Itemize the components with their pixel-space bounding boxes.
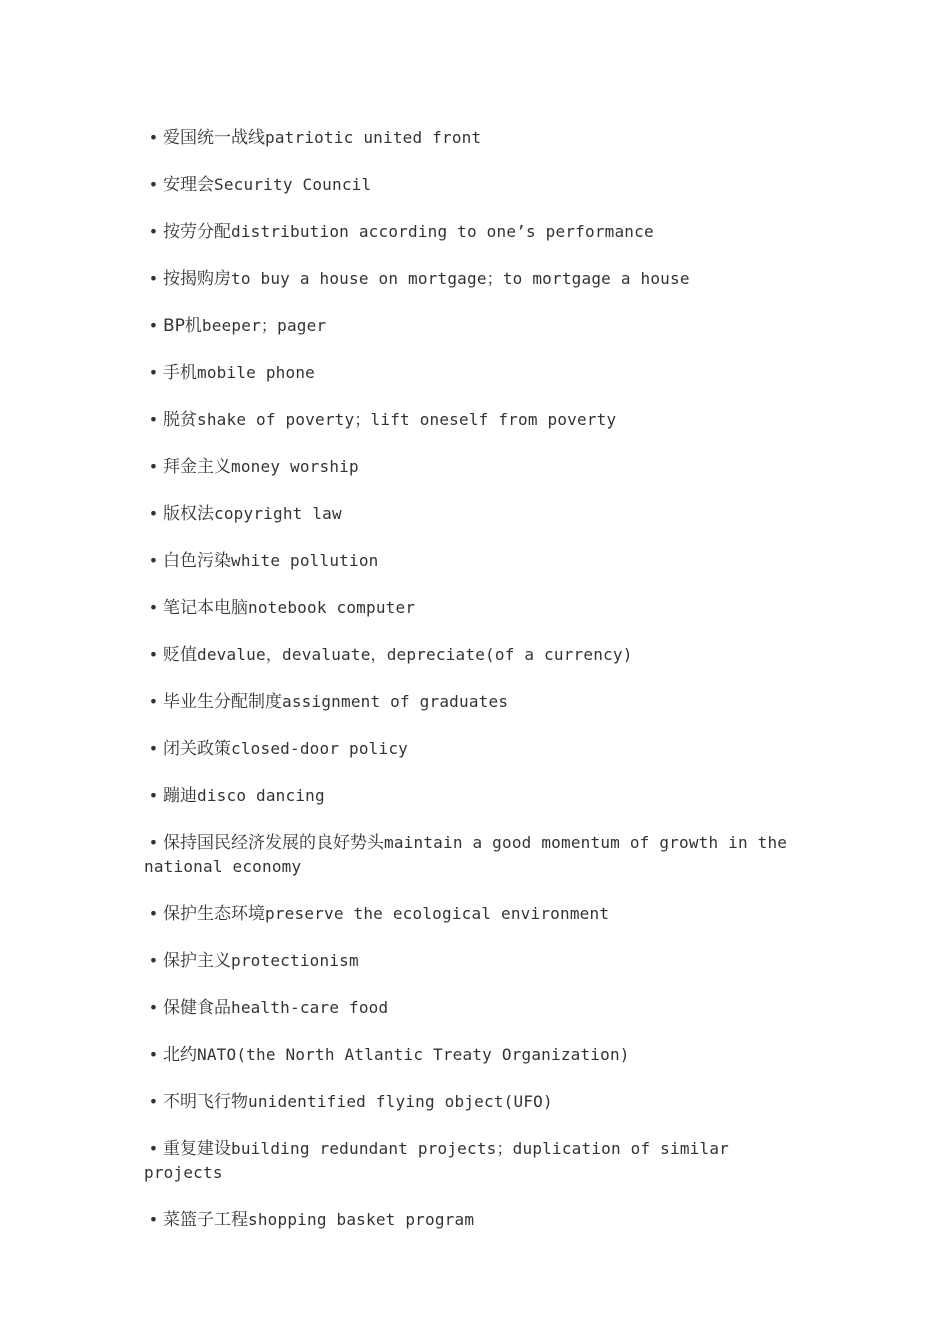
bullet: • [148,410,159,429]
list-item [144,1090,804,1114]
bullet: • [148,128,159,147]
chinese-term: 拜金主义 [163,457,231,477]
chinese-term: 毕业生分配制度 [163,692,282,712]
english-translation: notebook computer [248,598,416,617]
list-item [144,902,804,926]
bullet: • [148,998,159,1017]
chinese-term: 脱贫 [163,410,197,430]
bullet: • [148,598,159,617]
english-translation: distribution according to one’s performance [231,222,654,241]
chinese-term: 手机 [163,363,197,383]
list-item [144,267,804,291]
list-item [144,126,804,150]
english-translation: beeper；pager [201,316,327,335]
list-item [144,361,804,385]
bullet: • [148,504,159,523]
english-translation: Security Council [214,175,372,194]
glossary-page [144,126,804,1255]
chinese-term: 北约 [163,1045,197,1065]
bullet: • [148,363,159,382]
list-item [144,502,804,526]
english-translation: patriotic united front [265,128,482,147]
list-item [144,690,804,714]
list-item [144,408,804,432]
chinese-term: 保护主义 [163,951,231,971]
list-item [144,1137,804,1185]
list-item [144,737,804,761]
chinese-term: 贬值 [163,645,197,665]
english-translation: devalue，devaluate，depreciate(of a currency) [197,645,633,664]
english-translation: money worship [231,457,359,476]
chinese-term: 按劳分配 [163,222,231,242]
bullet: • [148,1139,159,1158]
list-item [144,1043,804,1067]
english-translation: preserve the ecological environment [265,904,610,923]
chinese-term: 菜篮子工程 [163,1210,248,1230]
chinese-term: 按揭购房 [163,269,231,289]
chinese-term: 蹦迪 [163,786,197,806]
bullet: • [148,904,159,923]
english-translation: protectionism [231,951,359,970]
english-translation: shopping basket program [248,1210,475,1229]
list-item [144,784,804,808]
bullet: • [148,692,159,711]
chinese-term: 笔记本电脑 [163,598,248,618]
chinese-term: BP机 [163,316,202,336]
english-translation: shake of poverty；lift oneself from poverty [197,410,617,429]
bullet: • [148,269,159,288]
english-translation: health-care food [231,998,389,1017]
english-translation: copyright law [214,504,342,523]
bullet: • [148,739,159,758]
chinese-term: 白色污染 [163,551,231,571]
english-translation: NATO(the North Atlantic Treaty Organization) [197,1045,630,1064]
list-item [144,220,804,244]
list-item [144,314,804,338]
list-item [144,996,804,1020]
bullet: • [148,1092,159,1111]
bullet: • [148,457,159,476]
chinese-term: 重复建设 [163,1139,231,1159]
english-translation: assignment of graduates [282,692,509,711]
bullet: • [148,222,159,241]
bullet: • [148,551,159,570]
english-translation: maintain a good momentum of growth in the national economy [144,833,788,876]
english-translation: unidentified flying object(UFO) [248,1092,553,1111]
chinese-term: 保持国民经济发展的良好势头 [163,833,384,853]
bullet: • [148,316,159,335]
chinese-term: 爱国统一战线 [163,128,265,148]
list-item [144,596,804,620]
bullet: • [148,833,159,852]
chinese-term: 保护生态环境 [163,904,265,924]
list-item [144,173,804,197]
english-translation: disco dancing [197,786,325,805]
chinese-term: 保健食品 [163,998,231,1018]
english-translation: building redundant projects；duplication of similar projects [144,1139,730,1182]
list-item [144,1208,804,1232]
list-item [144,549,804,573]
list-item [144,949,804,973]
chinese-term: 不明飞行物 [163,1092,248,1112]
english-translation: to buy a house on mortgage；to mortgage a house [231,269,690,288]
bullet: • [148,951,159,970]
bullet: • [148,1045,159,1064]
bullet: • [148,1210,159,1229]
list-item [144,643,804,667]
bullet: • [148,175,159,194]
bullet: • [148,645,159,664]
chinese-term: 版权法 [163,504,214,524]
list-item [144,831,804,879]
bullet: • [148,786,159,805]
chinese-term: 安理会 [163,175,214,195]
english-translation: closed-door policy [231,739,408,758]
list-item [144,455,804,479]
english-translation: white pollution [231,551,379,570]
chinese-term: 闭关政策 [163,739,231,759]
english-translation: mobile phone [197,363,315,382]
